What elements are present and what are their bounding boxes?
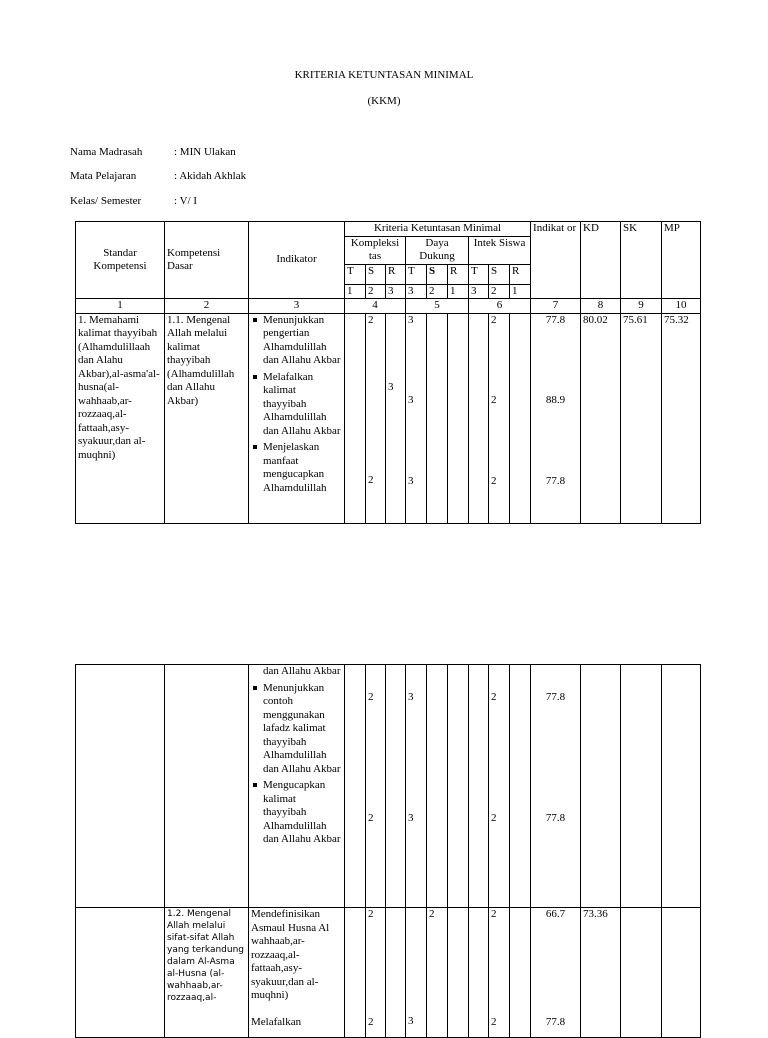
meta-value-class: : V/ I (174, 195, 198, 207)
bullet-icon (253, 375, 257, 379)
score-cell (366, 908, 386, 1038)
sk-score-cell: 75.61 (621, 313, 662, 523)
score-cell (427, 313, 448, 523)
list-item (251, 779, 342, 847)
score-value: 77.8 (545, 313, 566, 326)
col-number: 4 (345, 299, 406, 314)
kkm-table-page2 (75, 664, 701, 1038)
kkm-table-page1 (75, 221, 701, 524)
score-value: 77.8 (545, 811, 566, 824)
score-cell (386, 665, 406, 908)
score-cell (469, 908, 489, 1038)
score-cell (345, 665, 366, 908)
score-cell (427, 665, 448, 908)
score-value: 3 (408, 811, 414, 824)
header-t: T (406, 264, 427, 284)
score-value: 88.9 (545, 394, 566, 406)
sk-cell: 1. Memahami kalimat thayyibah (Alhamdulillaah dan Alahu Akbar),al-asma'al-husna(al-wahhaab,ar-rozzaaq,al-fattaah,asy-syakuur,dan al-muqhni) (76, 313, 165, 523)
sk-cell (76, 908, 165, 1038)
indicator-text: Menunjukkan pengertian Alhamdulillah dan Allahu Akbar (263, 313, 341, 366)
bullet-icon (253, 318, 257, 322)
indicator-text: Mendefinisikan Asmaul Husna Al wahhaab,ar-rozzaaq,al-fattaah,asy-syakuur,dan al-muqhni) (251, 908, 330, 1001)
score-value: 77.8 (545, 1015, 566, 1028)
header-t: T (469, 264, 489, 284)
meta-label-class: Kelas/ Semester (70, 195, 142, 207)
indikator-cell (249, 908, 345, 1038)
kd-cell: 1.1. Mengenal Allah melalui kalimat thayyibah (Alhamdulillah dan Allahu Akbar) (165, 313, 249, 523)
score-cell (406, 665, 427, 908)
score-value: 3 (408, 474, 414, 487)
score-cell (386, 313, 406, 523)
score-value: 2 (491, 691, 497, 703)
score-value: 2 (491, 313, 497, 326)
score-cell (448, 313, 469, 523)
score-cell (366, 313, 386, 523)
sk-cell (76, 665, 165, 908)
meta-value-madrasah: : MIN Ulakan (174, 146, 236, 158)
score-value: 77.8 (545, 474, 566, 487)
kd-cell (165, 665, 249, 908)
weight-cell: 3 (386, 284, 406, 299)
weight-cell: 2 (427, 284, 448, 299)
score-cell (489, 908, 510, 1038)
meta-value-subject: : Akidah Akhlak (174, 170, 247, 182)
col-number: 2 (165, 299, 249, 314)
bullet-icon (253, 445, 257, 449)
weight-cell: 1 (345, 284, 366, 299)
col-number: 1 (76, 299, 165, 314)
indicator-text: Mengucapkan kalimat thayyibah Alhamdulillah dan Allahu Akbar (263, 779, 341, 845)
header-mp: MP (662, 222, 701, 299)
document-subtitle: (KKM) (367, 95, 401, 107)
sk-score-cell (621, 908, 662, 1038)
mp-cell (662, 665, 701, 908)
kd-score-cell: 73.36 (581, 908, 621, 1038)
score-value: 3 (408, 394, 414, 406)
list-item (251, 441, 342, 495)
score-value: 3 (408, 691, 414, 703)
header-t: T (345, 264, 366, 284)
indicator-continuation: dan Allahu Akbar (263, 665, 341, 677)
weight-cell: 3 (469, 284, 489, 299)
kd-score-cell (581, 665, 621, 908)
col-number: 3 (249, 299, 345, 314)
score-cell (345, 908, 366, 1038)
weight-cell: 1 (510, 284, 531, 299)
score-cell (406, 313, 427, 523)
col-number: 5 (406, 299, 469, 314)
list-item (251, 682, 342, 777)
header-indikator: Indikator (249, 222, 345, 299)
score-value: 3 (388, 380, 394, 393)
header-sk-score: SK (621, 222, 662, 299)
score-cell (469, 313, 489, 523)
indikator-cell (249, 313, 345, 523)
header-kkm: Kriteria Ketuntasan Minimal (345, 222, 531, 237)
score-cell (489, 665, 510, 908)
kd-cell: 1.2. Mengenal Allah melalui sifat-sifat Allah yang terkandung dalam Al-Asma al-Husna (al-wahhaab,ar-rozzaaq,al- (165, 908, 249, 1038)
header-indikator-score: Indikat or (531, 222, 581, 299)
weight-cell: 1 (448, 284, 469, 299)
score-cell (510, 665, 531, 908)
score-value: 2 (429, 908, 435, 920)
score-value: 2 (491, 1015, 497, 1028)
header-kd-score: KD (581, 222, 621, 299)
col-number: 7 (531, 299, 581, 314)
score-value: 2 (368, 811, 374, 824)
bullet-icon (253, 686, 257, 690)
header-s: S (366, 264, 386, 284)
header-standar-kompetensi: Standar Kompetensi (76, 222, 165, 299)
score-value: 2 (368, 908, 374, 920)
meta-label-madrasah: Nama Madrasah (70, 146, 143, 158)
header-r: R (510, 264, 531, 284)
score-value: 66.7 (545, 908, 566, 920)
weight-cell: 2 (366, 284, 386, 299)
score-value: 2 (368, 313, 374, 326)
list-item (251, 314, 342, 368)
score-cell (469, 665, 489, 908)
indicator-score-cell (531, 313, 581, 523)
col-number: 10 (662, 299, 701, 314)
indicator-text: Menunjukkan contoh menggunakan lafadz kalimat thayyibah Alhamdulillah dan Allahu Akbar (263, 681, 341, 775)
score-cell (448, 665, 469, 908)
score-cell (510, 313, 531, 523)
indicator-text: Melafalkan (251, 1015, 302, 1028)
score-value: 2 (491, 394, 497, 406)
kd-score-cell: 80.02 (581, 313, 621, 523)
score-cell (386, 908, 406, 1038)
score-cell (366, 665, 386, 908)
weight-cell: 2 (489, 284, 510, 299)
document-title: KRITERIA KETUNTASAN MINIMAL (294, 69, 474, 81)
score-cell (489, 313, 510, 523)
score-value: 2 (368, 691, 374, 703)
score-cell (406, 908, 427, 1038)
score-value: 2 (368, 1015, 374, 1028)
score-value: 77.8 (545, 691, 566, 703)
mp-cell: 75.32 (662, 313, 701, 523)
score-cell (345, 313, 366, 523)
header-intek-siswa: Intek Siswa (469, 236, 531, 264)
col-number: 8 (581, 299, 621, 314)
meta-label-subject: Mata Pelajaran (70, 170, 137, 182)
score-value: 2 (368, 474, 374, 486)
score-cell (510, 908, 531, 1038)
header-kompetensi-dasar: Kompetensi Dasar (165, 222, 249, 299)
score-value: 3 (408, 1015, 414, 1027)
mp-cell (662, 908, 701, 1038)
list-item (251, 371, 342, 439)
header-r: R (386, 264, 406, 284)
header-daya-dukung: Daya Dukung (406, 236, 469, 264)
header-s: S (489, 264, 510, 284)
indicator-score-cell (531, 908, 581, 1038)
score-value: 2 (491, 908, 497, 920)
col-number: 6 (469, 299, 531, 314)
weight-cell: 3 (406, 284, 427, 299)
score-value: 2 (491, 811, 497, 824)
sk-score-cell (621, 665, 662, 908)
header-kompleksitas: Kompleksi tas (345, 236, 406, 264)
indicator-text: Menjelaskan manfaat mengucapkan Alhamdulillah (263, 441, 327, 494)
score-cell (448, 908, 469, 1038)
header-s: S (427, 264, 448, 284)
indikator-cell (249, 665, 345, 908)
header-r: R (448, 264, 469, 284)
score-value: 3 (408, 313, 414, 326)
col-number: 9 (621, 299, 662, 314)
score-value: 2 (491, 474, 497, 487)
bullet-icon (253, 783, 257, 787)
score-cell (427, 908, 448, 1038)
indicator-score-cell (531, 665, 581, 908)
indicator-text: Melafalkan kalimat thayyibah Alhamdulillah dan Allahu Akbar (263, 370, 341, 437)
